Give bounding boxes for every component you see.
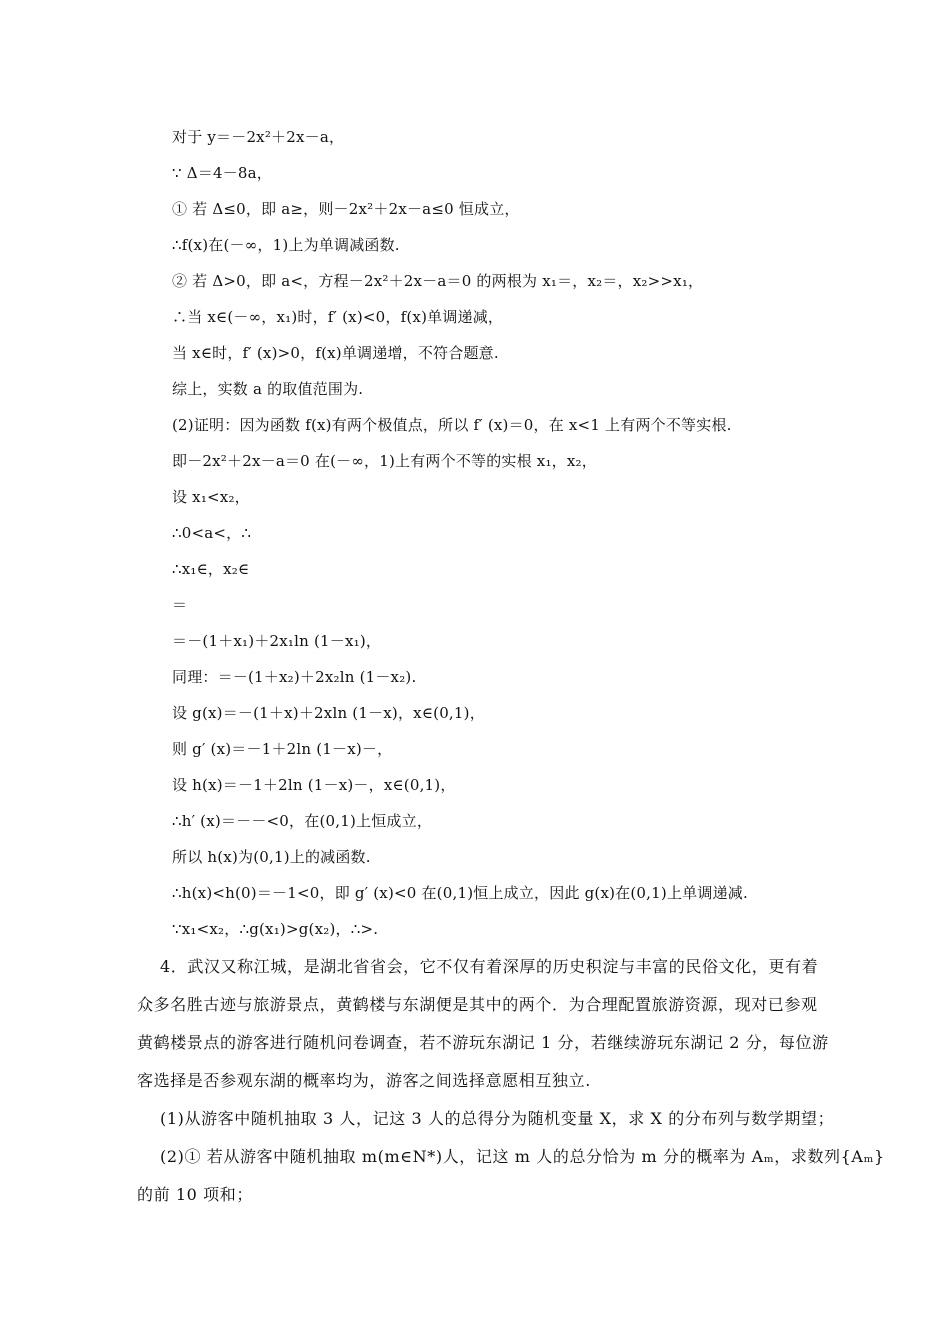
solution-line: ＝－(1＋x₁)＋2x₁ln (1－x₁)， — [172, 632, 382, 650]
problem-4-line: 4．武汉又称江城，是湖北省省会，它不仅有着深厚的历史积淀与丰富的民俗文化，更有着 — [160, 957, 819, 976]
problem-4-line: 众多名胜古迹与旅游景点，黄鹤楼与东湖便是其中的两个．为合理配置旅游资源，现对已参观 — [137, 995, 818, 1014]
question-line: (1)从游客中随机抽取 3 人，记这 3 人的总得分为随机变量 X，求 X 的分布列与数学期望； — [160, 1109, 835, 1128]
solution-line: ∴0<a<，∴ — [172, 524, 252, 542]
solution-line: 综上，实数 a 的取值范围为. — [172, 380, 364, 398]
solution-line: 设 x₁<x₂， — [172, 488, 250, 506]
solution-line: 所以 h(x)为(0,1)上的减函数. — [172, 848, 371, 866]
solution-line: ∴f(x)在(－∞，1)上为单调减函数. — [172, 236, 400, 254]
solution-line: 对于 y＝－2x²＋2x－a， — [172, 128, 345, 146]
solution-line: 即－2x²＋2x－a＝0 在(－∞，1)上有两个不等的实根 x₁，x₂， — [172, 452, 597, 470]
solution-line: ∴h(x)<h(0)＝－1<0，即 g′ (x)<0 在(0,1)恒上成立，因此 g(x)在(0,1)上单调递减. — [172, 884, 748, 902]
solution-line: ② 若 Δ>0，即 a<，方程－2x²＋2x－a＝0 的两根为 x₁＝，x₂＝，x₂>>x₁， — [172, 272, 704, 290]
solution-line: 当 x∈时，f′ (x)>0，f(x)单调递增，不符合题意. — [172, 344, 499, 362]
solution-line: ∵ Δ＝4－8a， — [172, 164, 272, 182]
question-line: (2)① 若从游客中随机抽取 m(m∈N*)人，记这 m 人的总分恰为 m 分的概率为 Aₘ，求数列{Aₘ} — [160, 1147, 885, 1166]
solution-line: (2)证明：因为函数 f(x)有两个极值点，所以 f′ (x)＝0，在 x<1 上有两个不等实根. — [172, 416, 732, 434]
closing-line: 的前 10 项和； — [137, 1185, 253, 1204]
solution-line: ∴h′ (x)＝－－<0，在(0,1)上恒成立， — [172, 812, 433, 830]
problem-4-line: 客选择是否参观东湖的概率均为，游客之间选择意愿相互独立. — [137, 1071, 591, 1090]
solution-line: 设 h(x)＝－1＋2ln (1－x)－，x∈(0,1)， — [172, 776, 456, 794]
solution-line: ＝ — [172, 596, 188, 614]
solution-line: ① 若 Δ≤0，即 a≥，则－2x²＋2x－a≤0 恒成立， — [172, 200, 520, 218]
solution-line: 则 g′ (x)＝－1＋2ln (1－x)－， — [172, 740, 393, 758]
solution-line: 设 g(x)＝－(1＋x)＋2xln (1－x)，x∈(0,1)， — [172, 704, 485, 722]
solution-line: ∴当 x∈(－∞，x₁)时，f′ (x)<0，f(x)单调递减， — [172, 308, 504, 326]
solution-line: ∴x₁∈，x₂∈ — [172, 560, 250, 578]
problem-4-line: 黄鹤楼景点的游客进行随机问卷调查，若不游玩东湖记 1 分，若继续游玩东湖记 2 分，每位游 — [137, 1033, 829, 1052]
solution-line: ∵x₁<x₂，∴g(x₁)>g(x₂)，∴>. — [172, 920, 379, 938]
solution-line: 同理：＝－(1＋x₂)＋2x₂ln (1－x₂). — [172, 668, 417, 686]
